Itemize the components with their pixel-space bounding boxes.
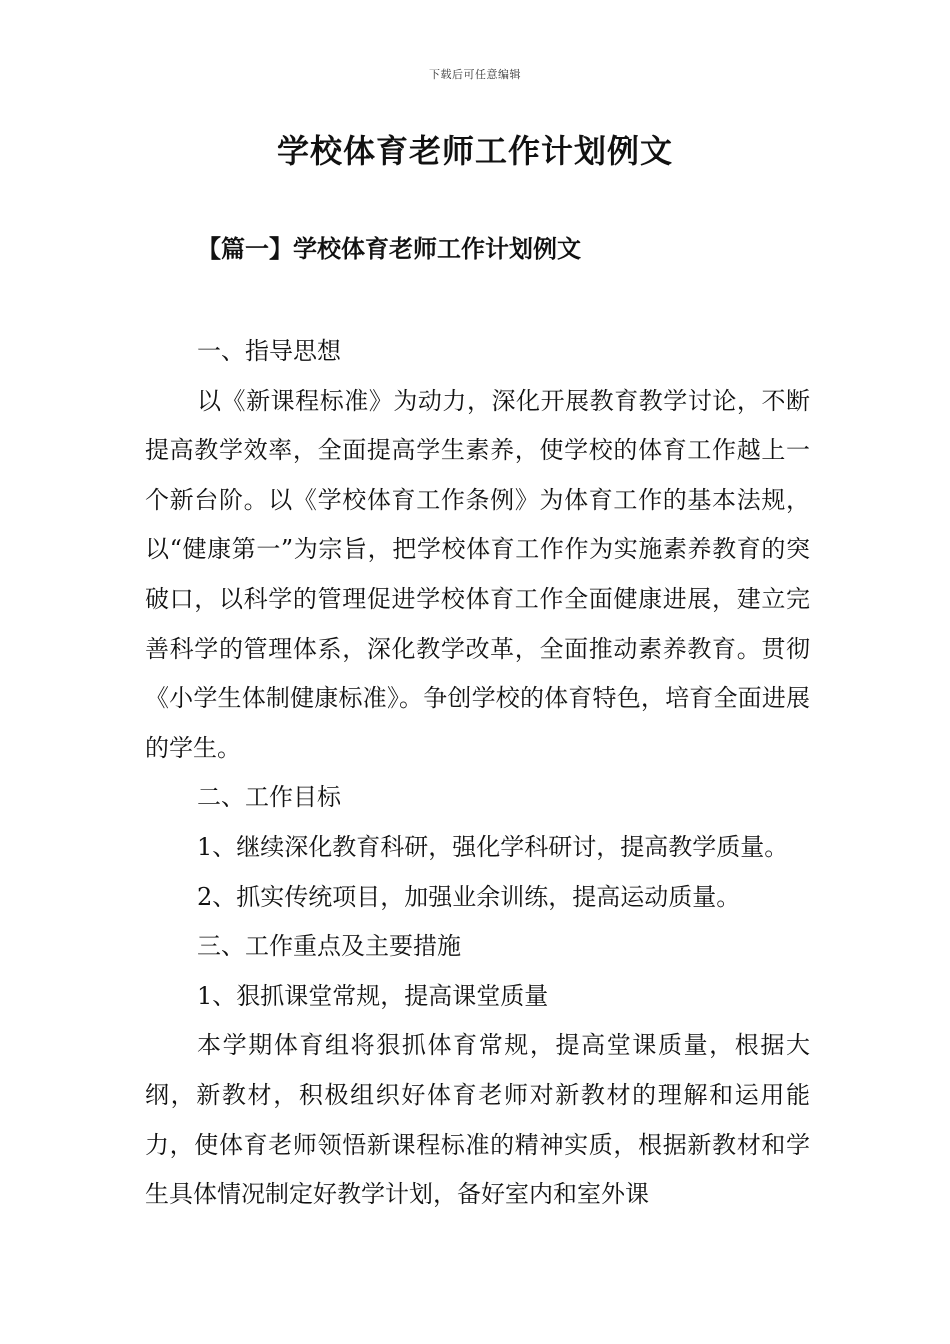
document-body bbox=[145, 327, 810, 1220]
heading-guiding-ideology: 一、指导思想 bbox=[197, 337, 341, 365]
section-title: 【篇一】学校体育老师工作计划例文 bbox=[197, 234, 581, 263]
paragraph-guiding-ideology: 以《新课程标准》为动力，深化开展教育教学讨论，不断提高教学效率，全面提高学生素养，使学校的体育工作越上一个新台阶。以《学校体育工作条例》为体育工作的基本法规，以“健康第一”为宗旨，把学校体育工作作为实施素养教育的突破口，以科学的管理促进学校体育工作全面健康进展，建立完善科学的管理体系，深化教学改革，全面推动素养教育。贯彻《小学生体制健康标准》。争创学校的体育特色，培育全面进展的学生。 bbox=[145, 386, 810, 762]
header-note: 下载后可任意编辑 bbox=[429, 68, 521, 81]
document-title: 学校体育老师工作计划例文 bbox=[276, 132, 673, 170]
heading-key-measures: 三、工作重点及主要措施 bbox=[197, 932, 461, 961]
goal-item-1: 1、继续深化教育科研，强化学科研讨，提高教学质量。 bbox=[197, 832, 789, 861]
heading-work-goals: 二、工作目标 bbox=[197, 783, 341, 812]
paragraph-classroom-routine: 本学期体育组将狠抓体育常规，提高堂课质量，根据大纲，新教材，积极组织好体育老师对新教材的理解和运用能力，使体育老师领悟新课程标准的精神实质，根据新教材和学生具体情况制定好教学计划，备好室内和室外课 bbox=[145, 1031, 810, 1209]
goal-item-2: 2、抓实传统项目，加强业余训练，提高运动质量。 bbox=[197, 882, 741, 911]
subheading-classroom-routine: 1、狠抓课堂常规，提高课堂质量 bbox=[197, 981, 549, 1010]
